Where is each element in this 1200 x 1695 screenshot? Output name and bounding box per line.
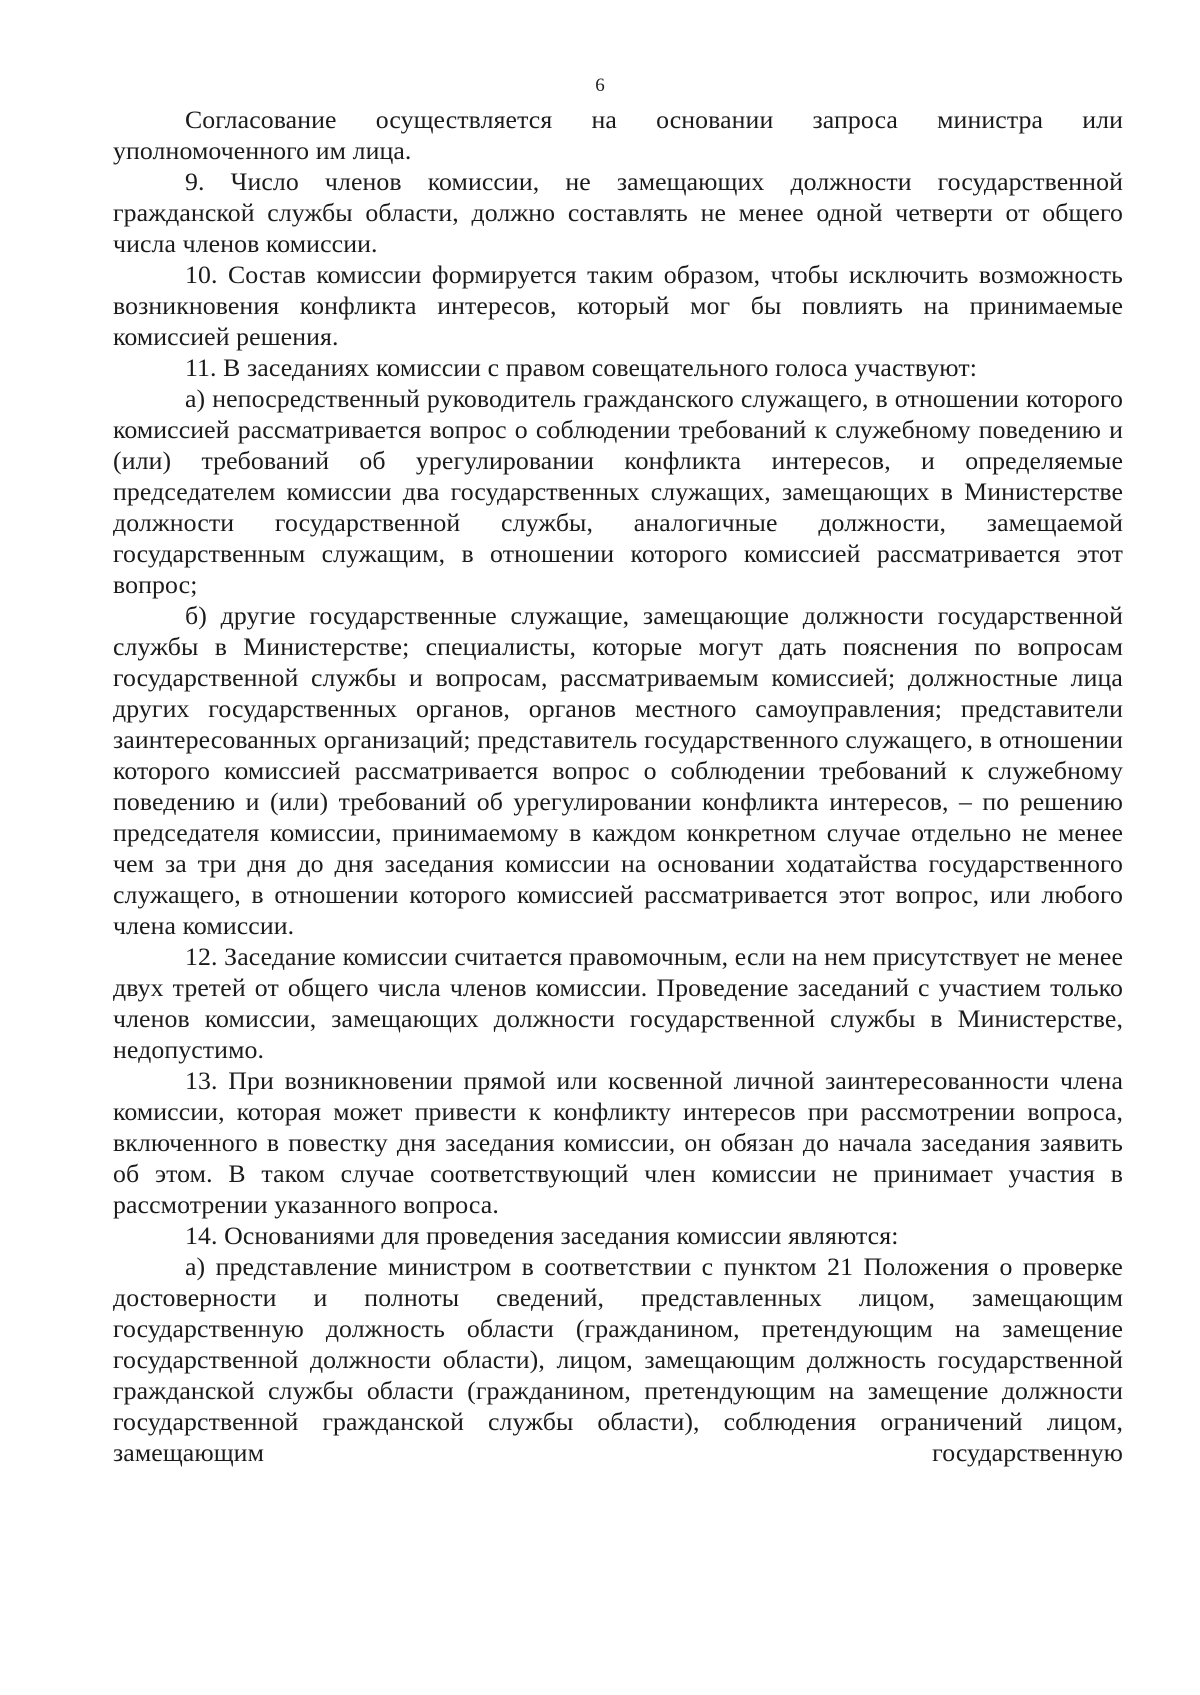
paragraph-11b: б) другие государственные служащие, замещающие должности государственной службы в Министерстве; специалисты, которые могут дать пояснения по вопросам государственной службы и вопросам, рассматриваемым комиссией; должностные лица других государственных органов, органов местного самоуправления; представители заинтересованных организаций; представитель государственного служащего, в отношении которого комиссией рассматривается вопрос о соблюдении требований к служебному поведению и (или) требований об урегулировании конфликта интересов, – по решению председателя комиссии, принимаемому в каждом конкретном случае отдельно не менее чем за три дня до дня заседания комиссии на основании ходатайства государственного служащего, в отношении которого комиссией рассматривается этот вопрос, или любого члена комиссии. bbox=[113, 601, 1123, 940]
paragraph-14a: а) представление министром в соответствии с пунктом 21 Положения о проверке достоверности и полноты сведений, представленных лицом, замещающим государственную должность области (гражданином, претендующим на замещение государственной должности области), лицом, замещающим должность государственной гражданской службы области (гражданином, претендующим на замещение должности государственной гражданской службы области), соблюдения ограничений лицом, замещающим государственную bbox=[113, 1252, 1123, 1467]
page-number: 6 bbox=[595, 75, 605, 96]
paragraph-10: 10. Состав комиссии формируется таким образом, чтобы исключить возможность возникновения конфликта интересов, который мог бы повлиять на принимаемые комиссией решения. bbox=[113, 260, 1123, 351]
paragraph-14: 14. Основаниями для проведения заседания комиссии являются: bbox=[185, 1221, 899, 1250]
paragraph-approval: Согласование осуществляется на основании запроса министра или уполномоченного им лица. bbox=[113, 105, 1123, 165]
paragraph-9: 9. Число членов комиссии, не замещающих должности государственной гражданской службы области, должно составлять не менее одной четверти от общего числа членов комиссии. bbox=[113, 167, 1123, 258]
paragraph-12: 12. Заседание комиссии считается правомочным, если на нем присутствует не менее двух третей от общего числа членов комиссии. Проведение заседаний с участием только членов комиссии, замещающих должности государственной службы в Министерстве, недопустимо. bbox=[113, 942, 1123, 1064]
paragraph-13: 13. При возникновении прямой или косвенной личной заинтересованности члена комиссии, которая может привести к конфликту интересов при рассмотрении вопроса, включенного в повестку дня заседания комиссии, он обязан до начала заседания заявить об этом. В таком случае соответствующий член комиссии не принимает участия в рассмотрении указанного вопроса. bbox=[113, 1066, 1123, 1219]
document-body bbox=[113, 104, 1123, 1468]
paragraph-11a: а) непосредственный руководитель гражданского служащего, в отношении которого комиссией рассматривается вопрос о соблюдении требований к служебному поведению и (или) требований об урегулировании конфликта интересов, и определяемые председателем комиссии два государственных служащих, замещающих в Министерстве должности государственной службы, аналогичные должности, замещаемой государственным служащим, в отношении которого комиссией рассматривается этот вопрос; bbox=[113, 384, 1123, 599]
paragraph-11: 11. В заседаниях комиссии с правом совещательного голоса участвуют: bbox=[185, 353, 977, 382]
